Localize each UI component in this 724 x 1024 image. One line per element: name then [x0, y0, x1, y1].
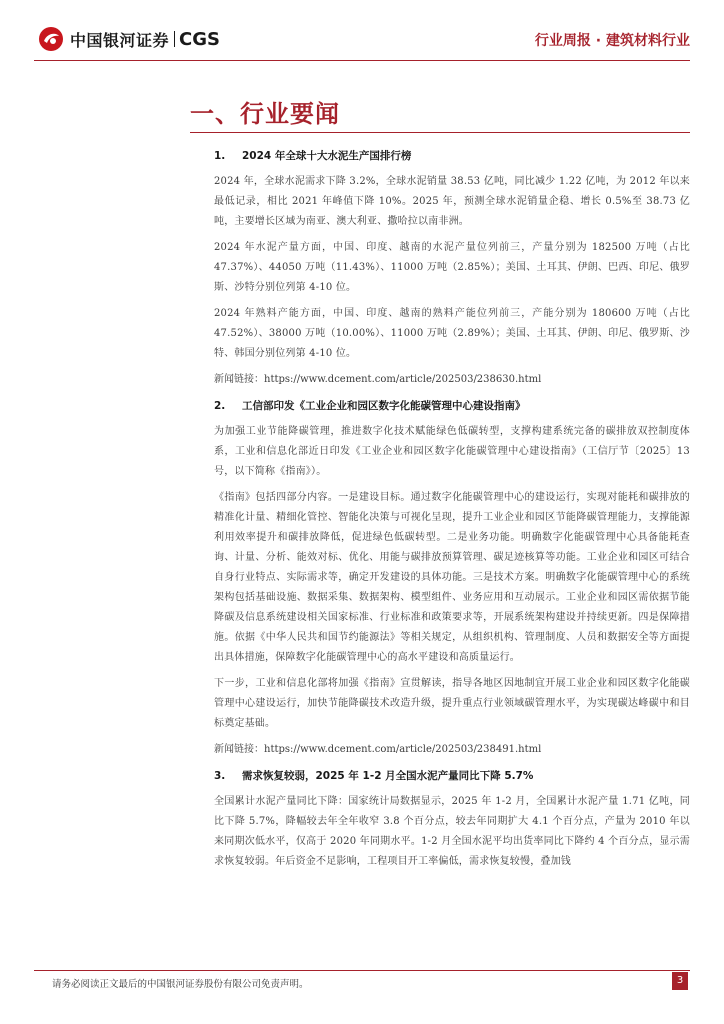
footer-disclaimer: 请务必阅读正文最后的中国银河证券股份有限公司免责声明。 — [52, 979, 309, 990]
page-number: 3 — [672, 972, 688, 990]
logo-english-text: CGS — [179, 28, 220, 50]
footer-divider — [34, 970, 690, 971]
article-1-para-3: 2024 年熟料产能方面，中国、印度、越南的熟料产能位列前三，产能分别为 180600 万吨（占比 47.52%）、38000 万吨（10.00%）、11000 万吨（2.89%）；美国、土耳其、伊朗、印尼、俄罗斯、沙特、韩国分别位列第 4-10 位。 — [214, 308, 690, 359]
article-1-title: 1. 2024 年全球十大水泥生产国排行榜 — [214, 150, 412, 162]
section-title: 一、行业要闻 — [190, 100, 340, 128]
article-2-para-1: 为加强工业节能降碳管理，推进数字化技术赋能绿色低碳转型，支撑构建系统完备的碳排放双控制度体系，工业和信息化部近日印发《工业企业和园区数字化能碳管理中心建设指南》（工信厅节〔2025〕13 号，以下简称《指南》）。 — [214, 426, 690, 477]
galaxy-logo-icon — [38, 26, 64, 52]
company-logo — [38, 26, 220, 52]
article-1-link[interactable]: 新闻链接：https://www.dcement.com/article/202503/238630.html — [214, 374, 542, 385]
article-1-para-1: 2024 年，全球水泥需求下降 3.2%，全球水泥销量 38.53 亿吨，同比减少 1.22 亿吨，为 2012 年以来最低记录，相比 2021 年峰值下降 10%。2025 年，预测全球水泥销量企稳、增长 0.5%至 38.73 亿吨，主要增长区域为南亚、澳大利亚、撒哈拉以南非洲。 — [214, 176, 690, 227]
section-divider — [190, 132, 690, 133]
logo-divider — [174, 31, 175, 47]
article-2-link[interactable]: 新闻链接：https://www.dcement.com/article/202503/238491.html — [214, 744, 542, 755]
logo-chinese-text: 中国银河证券 — [70, 30, 170, 50]
article-2-para-2: 《指南》包括四部分内容。一是建设目标。通过数字化能碳管理中心的建设运行，实现对能耗和碳排放的精准化计量、精细化管控、智能化决策与可视化呈现，提升工业企业和园区节能降碳管理能力，支撑能源利用效率提升和碳排放降低，促进绿色低碳转型。二是业务功能。明确数字化能碳管理中心具备能耗查询、计量、分析、能效对标、优化、用能与碳排放预算管理、碳足迹核算等功能。工业企业和园区可结合自身行业特点、实际需求等，确定开发建设的具体功能。三是技术方案。明确数字化能碳管理中心的系统架构包括基础设施、数据采集、数据架构、模型组件、业务应用和互动展示。工业企业和园区需依据节能降碳及信息系统建设相关国家标准、行业标准和政策要求等，开展系统架构建设并持续更新。四是保障措施。依据《中华人民共和国节约能源法》等相关规定，从组织机构、管理制度、人员和数据安全等方面提出具体措施，保障数字化能碳管理中心的高水平建设和高质量运行。 — [214, 492, 690, 663]
article-3-title: 3. 需求恢复较弱，2025 年 1-2 月全国水泥产量同比下降 5.7% — [214, 770, 534, 782]
article-2-para-3: 下一步，工业和信息化部将加强《指南》宣贯解读，指导各地区因地制宜开展工业企业和园区数字化能碳管理中心建设运行，加快节能降碳技术改造升级，提升重点行业领域碳管理水平，为实现碳达峰碳中和目标奠定基础。 — [214, 678, 690, 729]
article-3-para-1: 全国累计水泥产量同比下降：国家统计局数据显示，2025 年 1-2 月，全国累计水泥产量 1.71 亿吨，同比下降 5.7%，降幅较去年全年收窄 3.8 个百分点，较去年同期扩大 4.1 个百分点，产量为 2010 年以来同期次低水平，仅高于 2020 年同期水平。1-2 月全国水泥平均出货率同比下降约 4 个百分点，显示需求恢复较弱。年后资金不足影响，工程项目开工率偏低，需求恢复较慢，叠加钱 — [214, 796, 690, 867]
article-2-title: 2. 工信部印发《工业企业和园区数字化能碳管理中心建设指南》 — [214, 400, 526, 412]
report-type: 行业周报 · 建筑材料行业 — [534, 33, 690, 49]
header-divider — [34, 60, 690, 61]
article-1-para-2: 2024 年水泥产量方面，中国、印度、越南的水泥产量位列前三，产量分别为 182500 万吨（占比 47.37%）、44050 万吨（11.43%）、11000 万吨（2.85%）；美国、土耳其、伊朗、巴西、印尼、俄罗斯、沙特分别位列第 4-10 位。 — [214, 242, 690, 293]
article-content — [214, 146, 690, 878]
page-header — [0, 0, 724, 62]
